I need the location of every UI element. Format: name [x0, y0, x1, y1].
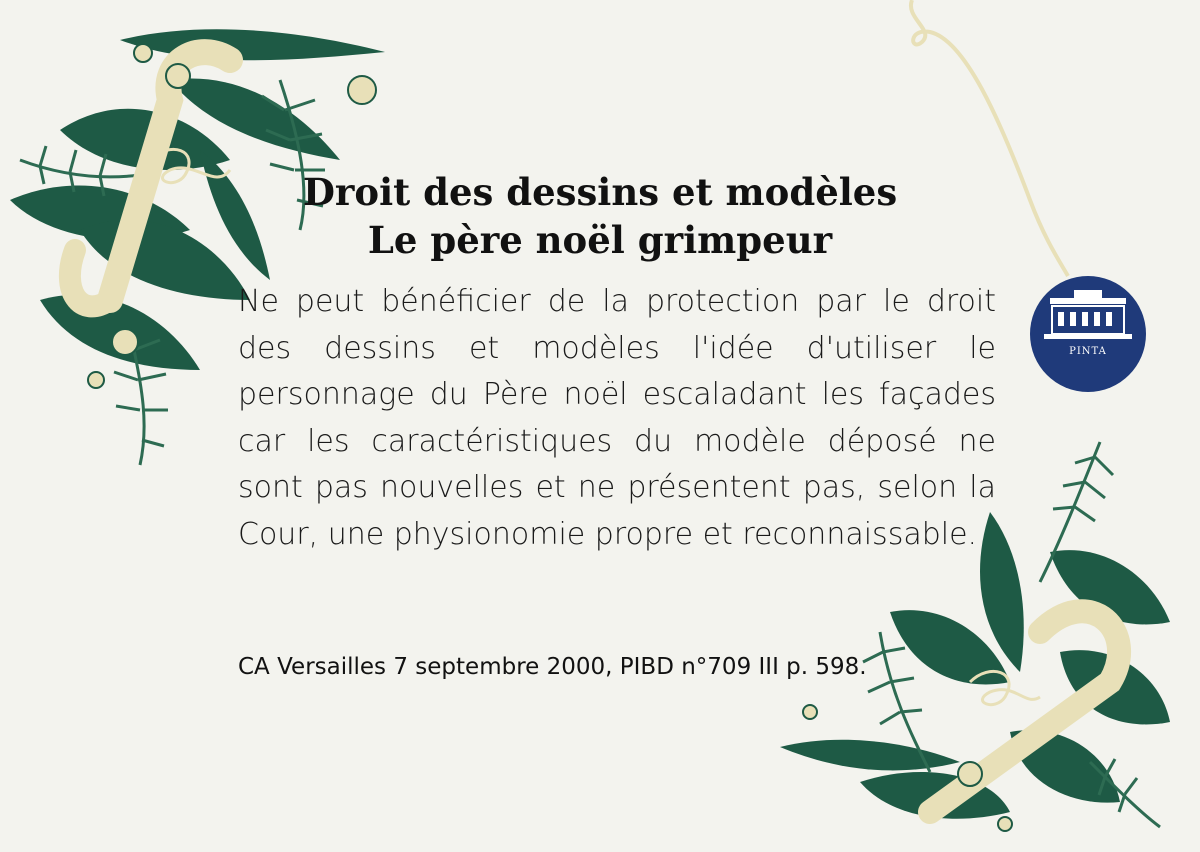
page-title	[260, 168, 940, 264]
logo	[1030, 276, 1146, 392]
title-line-1: Droit des dessins et modèles	[302, 170, 898, 214]
body-paragraph: Ne peut bénéficier de la protection par le droit des dessins et modèles l'idée d'utiliser le personnage du Père noël escaladant les façades car les caractéristiques du modèle déposé ne sont pas nouvelles et ne présentent pas, selon la Cour, une physionomie propre et reconnaissable.	[238, 284, 996, 552]
building-icon	[1030, 276, 1146, 346]
citation: CA Versailles 7 septembre 2000, PIBD n°709 III p. 598.	[238, 654, 867, 680]
logo-name: PINTA	[1069, 346, 1107, 357]
title-line-2: Le père noël grimpeur	[367, 218, 833, 262]
